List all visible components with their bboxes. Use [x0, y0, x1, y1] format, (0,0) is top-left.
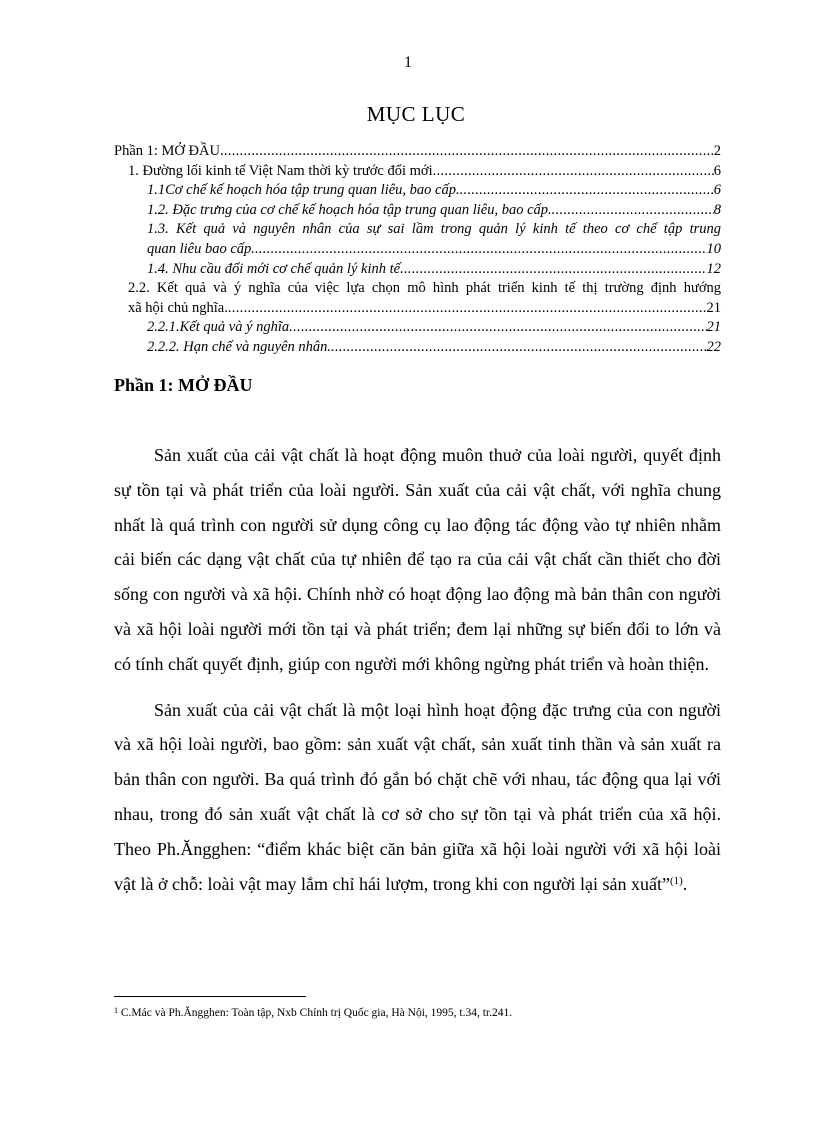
paragraph-text: Sản xuất của cải vật chất là một loại hình hoạt động đặc trưng của con người và xã hội loài người, bao gồm: sản xuất vật chất, sản xuất tinh thần và sản xuất ra bản thân con người. Ba quá trình đó gắn bó chặt chẽ với nhau, tác động qua lại với nhau, trong đó sản xuất vật chất là cơ sở cho sự tồn tại và phát triển của xã hội. Theo Ph.Ăngghen: “điểm khác biệt căn bản giữa xã hội loài người với xã hội loài vật là ở chỗ: loài vật may lắm chỉ hái lượm, trong khi con người lại sản xuất” — [114, 699, 721, 894]
toc-entry-page: 22 — [706, 338, 721, 355]
body-paragraph — [114, 693, 721, 902]
toc-entry-label: 1.4. Nhu cầu đổi mới cơ chế quản lý kinh tế — [147, 260, 401, 277]
toc-leader-dots — [552, 201, 714, 221]
toc-entry-label: Phần 1: MỞ ĐẦU — [114, 143, 220, 159]
toc-entry-page: 6 — [713, 182, 721, 199]
toc-entry-label-line1[interactable]: 1.3. Kết quả và nguyên nhân của sự sai lầm trong quản lý kinh tế theo cơ chế tập trung — [147, 221, 721, 238]
toc-entry[interactable] — [114, 260, 721, 280]
toc-title: MỤC LỤC — [366, 102, 466, 126]
toc-entry-label-line2: xã hội chủ nghĩa. — [128, 299, 228, 316]
table-of-contents — [114, 142, 721, 358]
body-paragraph: Sản xuất của cải vật chất là hoạt động muôn thuở của loài người, quyết định sự tồn tại và phát triển của loài người. Sản xuất của cải vật chất, với nghĩa chung nhất là quá trình con người sử dụng công cụ lao động tác động vào tự nhiên nhằm cải biến các dạng vật chất của tự nhiên để tạo ra của cải vật chất cần thiết cho đời sống con người và xã hội. Chính nhờ có hoạt động lao động mà bản thân con người và xã hội loài người mới tồn tại và phát triển; đem lại những sự biến đổi to lớn và có tính chất quyết định, giúp con người mới không ngừng phát triển và hoàn thiện. — [114, 445, 721, 674]
section-body — [114, 438, 721, 901]
toc-entry-label: 2.2.2. Hạn chế và nguyên nhân. — [147, 338, 332, 355]
footnote-text: C.Mác và Ph.Ăngghen: Toàn tập, Nxb Chính trị Quốc gia, Hà Nội, 1995, t.34, tr.241. — [120, 1007, 513, 1019]
toc-entry[interactable] — [114, 299, 721, 319]
toc-entry-label: 1.1Cơ chế kế hoạch hóa tập trung quan liêu, bao cấp. — [147, 182, 460, 199]
toc-entry-label-line2: quan liêu bao cấp. — [147, 240, 255, 257]
toc-entry-page: 21 — [706, 299, 721, 316]
section-heading: Phần 1: MỞ ĐẦU — [114, 375, 253, 395]
toc-entry-page: 8 — [713, 201, 721, 218]
toc-entry-label-line1[interactable]: 2.2. Kết quả và ý nghĩa của việc lựa chọn mô hình phát triển kinh tế thị trường định hướng — [128, 280, 721, 297]
toc-entry-label: 1. Đường lối kinh tế Việt Nam thời kỳ trước đổi mới — [128, 162, 433, 179]
toc-leader-dots — [433, 162, 714, 182]
toc-entry[interactable] — [114, 181, 721, 201]
toc-leader-dots — [255, 240, 707, 260]
toc-entry[interactable] — [114, 240, 721, 260]
toc-entry-page: 12 — [706, 260, 721, 277]
toc-entry-label: 2.2.1.Kết quả và ý nghĩa — [147, 319, 290, 336]
toc-leader-dots — [460, 181, 714, 201]
toc-entry-page: 2 — [713, 143, 721, 159]
toc-leader-dots — [228, 299, 707, 319]
toc-entry-label: 1.2. Đặc trưng của cơ chế kế hoạch hóa tập trung quan liêu, bao cấp. — [147, 201, 552, 218]
footnote — [114, 1007, 512, 1019]
toc-leader-dots — [289, 318, 706, 338]
paragraph-end: . — [682, 873, 688, 894]
footnote-marker: 1 — [114, 1006, 118, 1015]
toc-entry[interactable] — [114, 142, 721, 162]
footnote-separator — [114, 996, 306, 997]
footnote-reference[interactable]: (1) — [669, 874, 683, 887]
toc-entry-page: 6 — [713, 162, 721, 179]
toc-leader-dots — [331, 338, 706, 358]
toc-leader-dots — [400, 260, 706, 280]
toc-entry-page: 10 — [706, 240, 721, 257]
toc-entry[interactable] — [114, 318, 721, 338]
toc-leader-dots — [220, 142, 714, 162]
toc-entry-page: 21 — [706, 319, 721, 336]
toc-entry[interactable] — [114, 162, 721, 182]
page-number: 1 — [404, 54, 412, 71]
toc-entry[interactable] — [114, 338, 721, 358]
toc-entry[interactable] — [114, 201, 721, 221]
